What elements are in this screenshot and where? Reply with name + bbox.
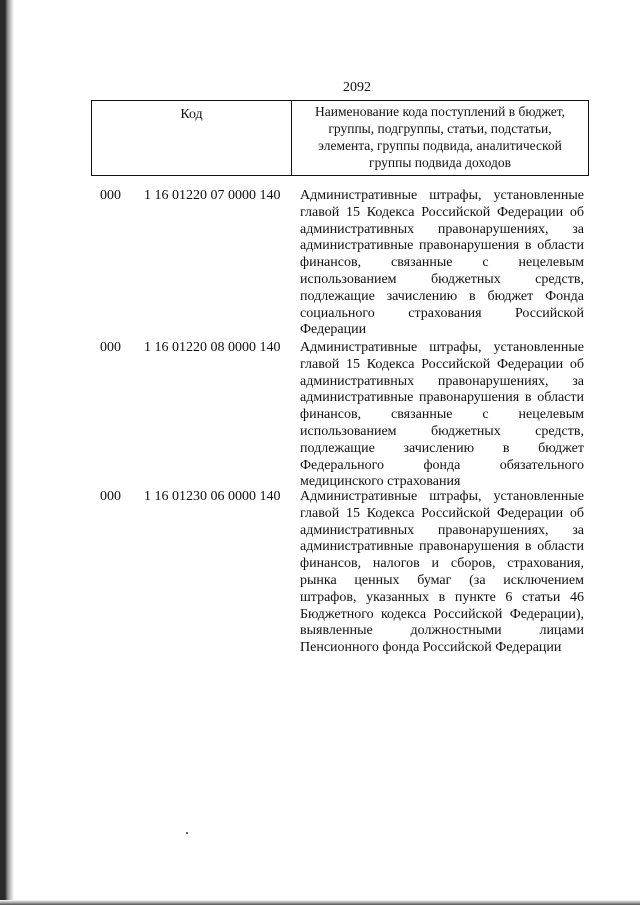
admin-code: 000 [100,340,121,355]
table-header [91,100,589,176]
table-row [100,340,592,491]
scan-border-left [0,0,14,905]
revenue-code: 1 16 01220 07 0000 140 [144,188,281,203]
admin-code: 000 [100,489,121,504]
scan-speck [186,832,188,834]
header-code-cell: Код [92,101,292,175]
revenue-code: 1 16 01230 06 0000 140 [144,489,281,504]
page-number: 2092 [343,80,371,95]
revenue-code: 1 16 01220 08 0000 140 [144,340,281,355]
table-row [100,489,592,657]
header-name-cell: Наименование кода поступлений в бюджет, группы, подгруппы, статьи, подстатьи, элемента, группы подвида, аналитической группы подвида доходов [314,104,565,170]
revenue-description: Административные штрафы, установленные главой 15 Кодекса Российской Федерации об административных правонарушениях, за административные правонарушения в области финансов, связанные с нецелевым использованием бюджетных средств, подлежащие зачислению в бюджет Федерального фонда обязательного медицинского страхования [300,340,584,490]
revenue-description: Административные штрафы, установленные главой 15 Кодекса Российской Федерации об административных правонарушениях, за административные правонарушения в области финансов, связанные с нецелевым использованием бюджетных средств, подлежащие зачислению в бюджет Фонда социального страхования Российской Федерации [300,188,584,338]
table-row [100,188,592,339]
scan-border-bottom [0,900,640,905]
admin-code: 000 [100,188,121,203]
revenue-description: Административные штрафы, установленные главой 15 Кодекса Российской Федерации об административных правонарушениях, за административные правонарушения в области финансов, налогов и сборов, страхования, рынка ценных бумаг (за исключением штрафов, указанных в пункте 6 статьи 46 Бюджетного кодекса Российской Федерации), выявленные должностными лицами Пенсионного фонда Российской Федерации [300,489,584,656]
